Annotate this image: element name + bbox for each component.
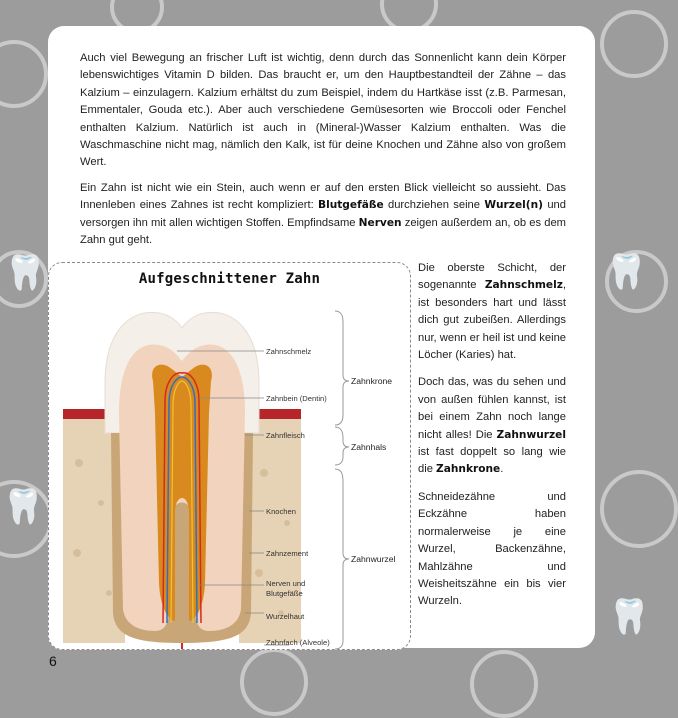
tooth-cross-section — [49, 263, 410, 649]
side-paragraph-roots-count: Schneidezähne und Eckzähne haben normalerweise je eine Wurzel, Backenzähne, Mahlzähne und Weisheitszähne ein bis vier Wurzeln. — [418, 490, 566, 608]
diagram-title: Aufgeschnittener Zahn — [138, 271, 321, 287]
side-column — [418, 260, 566, 621]
side-paragraph-enamel: Die oberste Schicht, der sogenannte Zahnschmelz, ist besonders hart und lässt dich gut zubeißen. Allerdings nur, wenn er heil ist und keine Löcher (Karies) hat. — [418, 262, 567, 362]
label-zahnbein: Zahnbein (Dentin) — [266, 394, 327, 403]
label-knochen: Knochen — [266, 507, 296, 516]
content-panel — [48, 26, 595, 648]
tooth-icon: 🦷 — [605, 253, 648, 291]
tooth-diagram — [48, 262, 411, 650]
label-nerven-line2: Blutgefäße — [266, 589, 303, 598]
tooth-icon: 🦷 — [2, 488, 45, 526]
label-zahnzement: Zahnzement — [266, 549, 309, 558]
label-zahnschmelz: Zahnschmelz — [266, 347, 312, 356]
page-number: 6 — [49, 653, 57, 669]
group-zahnhals: Zahnhals — [351, 442, 387, 452]
group-zahnwurzel: Zahnwurzel — [351, 554, 396, 564]
label-nerven-line1: Nerven und — [266, 579, 306, 588]
side-paragraph-root: Doch das, was du sehen und von außen fühlen kannst, ist bei einem Zahn noch lange nicht alles! Die Zahnwurzel ist fast doppelt so lang wie die Zahnkrone. — [418, 376, 566, 476]
group-zahnkrone: Zahnkrone — [351, 376, 393, 386]
label-zahnfach: Zahnfach (Alveole) — [266, 638, 330, 647]
intro-paragraph: Auch viel Bewegung an frischer Luft ist wichtig, denn durch das Sonnenlicht kann dein Körper lebenswichtiges Vitamin D bilden. Das braucht er, um den Hauptbestandteil der Zähne – das Kalzium – einzulagern. Kalzium erhältst du zum Beispiel, indem du Hartkäse isst (z.B. Parmesan, Emmentaler, Gouda etc.). Aber auch verschiedene Gemüsesorten wie Broccoli oder Fenchel enthalten Kalzium. Natürlich ist auch in (Mineral-)Wasser Kalzium enthalten. Was die Waschmaschine nicht mag, nämlich den Kalk, ist für deine Knochen und Zähne also von großem Wert. — [80, 52, 566, 169]
tooth-paragraph: Ein Zahn ist nicht wie ein Stein, auch wenn er auf den ersten Blick vielleicht so aussieht. Das Innenleben eines Zahnes ist recht kompliziert: Blutgefäße durchziehen seine Wurzel(n) und versorgen ihn mit allen wichtigen Stoffen. Empfindsame Nerven zeigen außerdem an, ob es dem Zahn gut geht. — [80, 182, 566, 247]
tooth-icon: 🦷 — [4, 254, 47, 292]
label-wurzelhaut: Wurzelhaut — [266, 612, 305, 621]
label-zahnfleisch: Zahnfleisch — [266, 431, 305, 440]
tooth-icon: 🦷 — [608, 598, 651, 636]
